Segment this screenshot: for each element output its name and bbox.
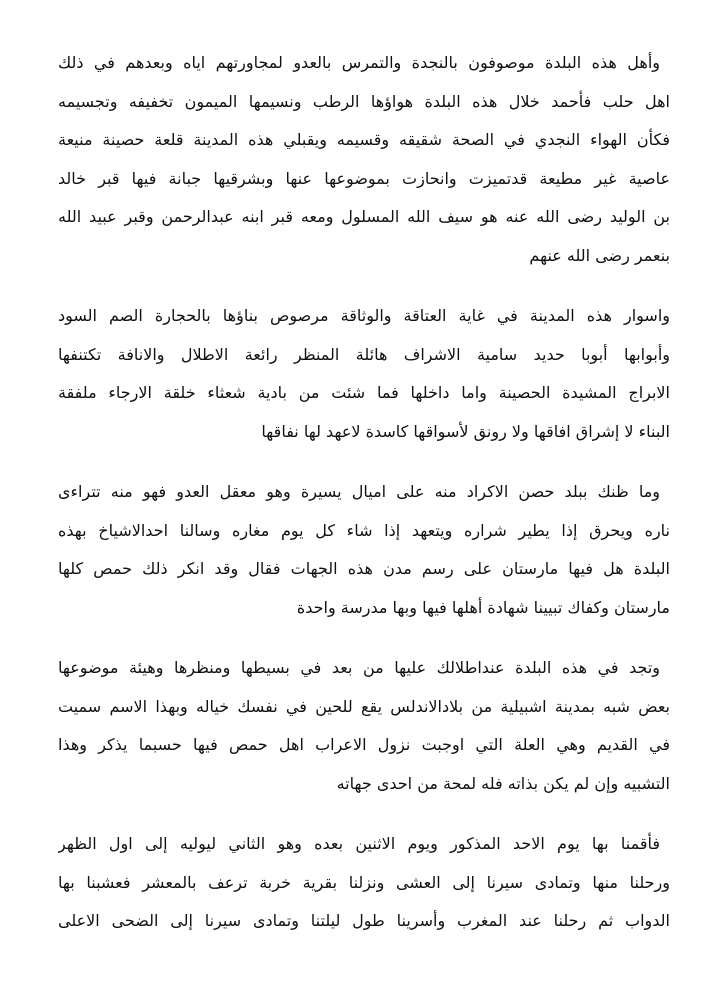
text-line: الابراج المشيدة الحصينة واما داخلها فما شئت من بادية شعثاء خلقة الارجاء ملفقة [58,383,670,402]
paragraph-1 [58,44,670,275]
text-line: الدواب ثم رحلنا عند المغرب وأسرينا طول ليلتنا وتمادى سيرنا إلى الضحى الاعلى [58,911,670,930]
text-line: وتجد في هذه البلدة عنداطلالك عليها من بعد في بسيطها ومنظرها وهيئة موضوعها [58,658,660,677]
document-page [58,44,670,963]
paragraph-2 [58,297,670,451]
text-line: في القديم وهي العلة التي اوجبت نزول الاعراب اهل حمص فيها حسبما يذكر وهذا [58,735,670,754]
text-line: ناره ويحرق إذا يطير شراره ويتعهد إذا شاء كل يوم مغاره وسالنا احدالاشياخ بهذه [58,520,670,540]
text-line: وما ظنك ببلد حصن الاكراد منه على اميال يسيرة وهو معقل العدو فهو منه تتراءى [58,482,660,501]
text-line: اهل حلب فأحمد خلال هذه البلدة هواؤها الرطب ونسيمها الميمون تخفيفه وتجسيمه [58,91,670,111]
text-line: بنعمر رضى الله عنهم [529,245,670,265]
text-line: التشبيه وإن لم يكن بذاته فله لمحة من احدى جهاته [336,773,670,793]
paragraph-3 [58,473,670,627]
text-line: البلدة هل فيها مارستان على رسم مدن هذه الجهات فقال وقد انكر ذلك حمص كلها [58,559,670,578]
text-line: عاصية غير مطيعة قدتميزت وانحازت بموضوعها عنها وبشرقيها جبانة فيها قبر خالد [58,168,670,188]
text-line: ورحلنا منها وتمادى سيرنا إلى العشى ونزلنا بقرية خربة ترعف بالمعشر فعشبنا بها [58,872,670,892]
paragraph-5 [58,825,670,941]
text-line: بعض شبه بمدينة اشبيلية من بلادالاندلس يقع للحين في نفسك خياله وبهذا الاسم سميت [58,696,670,716]
text-line: مارستان وكفاك تبيينا شهادة أهلها فيها وبها مدرسة واحدة [296,597,670,617]
text-line: فكأن الهواء النجدي في الصحة شقيقه وقسيمه ويقبلي هذه المدينة قلعة حصينة منيعة [58,130,670,149]
paragraph-4 [58,649,670,803]
text-line: بن الوليد رضى الله عنه هو سيف الله المسلول ومعه قبر ابنه عبدالرحمن وقبر عبيد الله [58,207,670,226]
text-line: البناء لا إشراق افاقها ولا رونق لأسواقها كاسدة لاعهد لها نفاقها [261,421,670,441]
text-line: وأبوابها أبوبا حديد سامية الاشراف هائلة المنظر رائعة الاطلال والانافة تكتنفها [58,344,670,364]
text-line: فأقمنا بها يوم الاحد المذكور ويوم الاثنين بعده وهو الثاني ليوليه إلى اول الظهر [58,834,660,853]
text-line: واسوار هذه المدينة في غاية العتاقة والوثاقة مرصوص بناؤها بالحجارة الصم السود [58,306,670,325]
text-line: وأهل هذه البلدة موصوفون بالنجدة والتمرس بالعدو لمجاورتهم اياه وبعدهم في ذلك [58,53,660,72]
